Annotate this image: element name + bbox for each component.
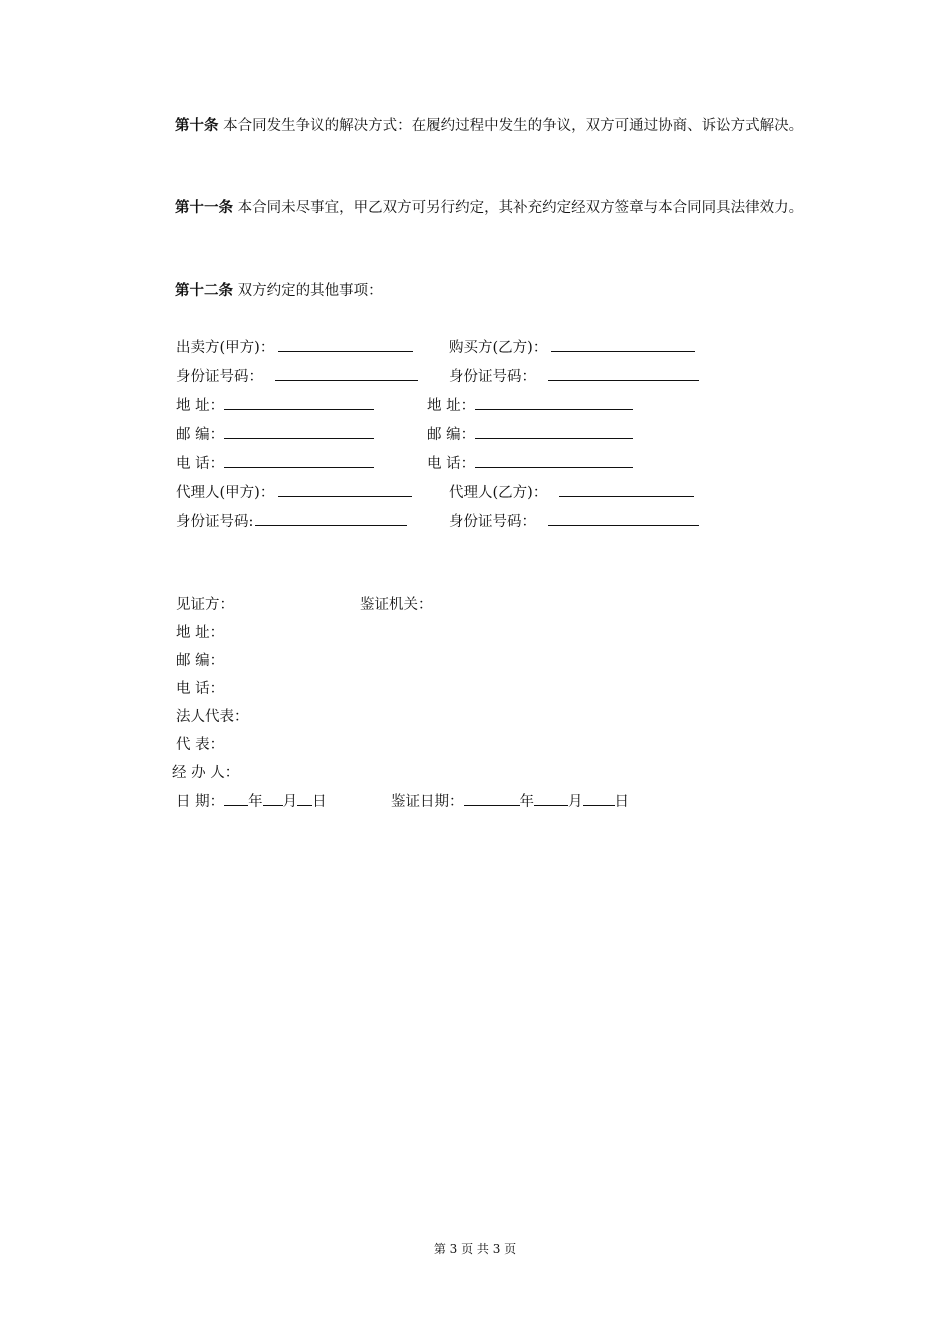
witness-row	[176, 595, 234, 615]
article-12-heading: 第十二条	[175, 282, 233, 299]
article-10-heading: 第十条	[175, 117, 219, 134]
page-footer	[0, 1240, 950, 1257]
date-label: 日 期：	[176, 794, 225, 810]
auth-month-blank[interactable]	[534, 790, 568, 806]
article-12-text: 双方约定的其他事项：	[237, 283, 383, 299]
buyer-agent-blank[interactable]	[559, 481, 694, 497]
seller-postcode-label: 邮 编：	[176, 427, 225, 443]
witness-postcode-row	[176, 651, 224, 671]
auth-year-blank[interactable]	[464, 790, 520, 806]
seller-id-row	[176, 365, 418, 387]
seller-address-blank[interactable]	[224, 394, 374, 410]
buyer-id-label: 身份证号码：	[449, 369, 536, 385]
article-10	[146, 112, 810, 140]
auth-date-row	[391, 790, 629, 812]
date-month-blank[interactable]	[263, 790, 283, 806]
rep-row	[176, 735, 224, 755]
article-10-text: 本合同发生争议的解决方式：在履约过程中发生的争议，双方可通过协商、诉讼方式解决。	[223, 118, 804, 134]
seller-blank[interactable]	[278, 336, 413, 352]
date-row	[176, 790, 327, 812]
buyer-postcode-blank[interactable]	[475, 423, 633, 439]
date-year-label: 年	[248, 794, 263, 810]
date-month-label: 月	[282, 794, 298, 810]
seller-agent-row	[176, 481, 412, 503]
date-day-blank[interactable]	[297, 790, 312, 806]
witness-phone-row	[176, 679, 224, 699]
buyer-agent-id-label: 身份证号码：	[449, 514, 536, 530]
seller-id-blank[interactable]	[275, 365, 418, 381]
seller-agent-id-label: 身份证号码:	[176, 514, 254, 530]
handler-label: 经 办 人：	[172, 765, 240, 781]
buyer-phone-label: 电 话：	[427, 456, 476, 472]
article-11-heading: 第十一条	[175, 199, 233, 216]
witness-address-row	[176, 623, 224, 643]
authority-label: 鉴证机关：	[360, 597, 433, 613]
buyer-label: 购买方(乙方)：	[449, 340, 548, 356]
seller-id-label: 身份证号码：	[176, 369, 263, 385]
seller-agent-blank[interactable]	[278, 481, 412, 497]
article-11-text: 本合同未尽事宜，甲乙双方可另行约定，其补充约定经双方签章与本合同同具法律效力。	[237, 200, 804, 216]
seller-row	[176, 336, 413, 358]
date-year-blank[interactable]	[224, 790, 248, 806]
witness-postcode-label: 邮 编：	[176, 653, 225, 669]
auth-month-label: 月	[568, 794, 583, 810]
seller-address-row	[176, 394, 374, 416]
seller-label: 出卖方(甲方)：	[176, 340, 275, 356]
buyer-id-blank[interactable]	[548, 365, 699, 381]
buyer-agent-label: 代理人(乙方)：	[449, 485, 548, 501]
seller-address-label: 地 址：	[176, 398, 225, 414]
date-day-label: 日	[312, 794, 327, 810]
buyer-postcode-row	[427, 423, 633, 445]
auth-date-label: 鉴证日期：	[391, 794, 464, 810]
seller-agent-id-row	[176, 510, 407, 532]
buyer-phone-blank[interactable]	[475, 452, 633, 468]
seller-agent-label: 代理人(甲方)：	[176, 485, 275, 501]
seller-phone-label: 电 话：	[176, 456, 225, 472]
buyer-phone-row	[427, 452, 633, 474]
legal-rep-label: 法人代表：	[176, 709, 249, 725]
article-11	[146, 194, 810, 222]
auth-day-label: 日	[614, 794, 629, 810]
legal-rep-row	[176, 707, 249, 727]
seller-phone-row	[176, 452, 374, 474]
witness-address-label: 地 址：	[176, 625, 225, 641]
witness-phone-label: 电 话：	[176, 681, 225, 697]
auth-year-label: 年	[519, 794, 534, 810]
seller-phone-blank[interactable]	[224, 452, 374, 468]
auth-day-blank[interactable]	[583, 790, 615, 806]
buyer-agent-id-row	[449, 510, 699, 532]
buyer-postcode-label: 邮 编：	[427, 427, 476, 443]
buyer-row	[449, 336, 695, 358]
buyer-address-label: 地 址：	[427, 398, 476, 414]
article-12	[146, 277, 810, 305]
witness-label: 见证方：	[176, 597, 234, 613]
buyer-address-row	[427, 394, 633, 416]
buyer-agent-id-blank[interactable]	[548, 510, 699, 526]
authority-row	[360, 595, 433, 615]
seller-postcode-blank[interactable]	[224, 423, 374, 439]
buyer-blank[interactable]	[551, 336, 695, 352]
handler-row	[172, 763, 239, 783]
rep-label: 代 表：	[176, 737, 225, 753]
buyer-address-blank[interactable]	[475, 394, 633, 410]
buyer-id-row	[449, 365, 699, 387]
page-number: 第 3 页 共 3 页	[433, 1242, 517, 1256]
seller-postcode-row	[176, 423, 374, 445]
buyer-agent-row	[449, 481, 694, 503]
seller-agent-id-blank[interactable]	[255, 510, 407, 526]
